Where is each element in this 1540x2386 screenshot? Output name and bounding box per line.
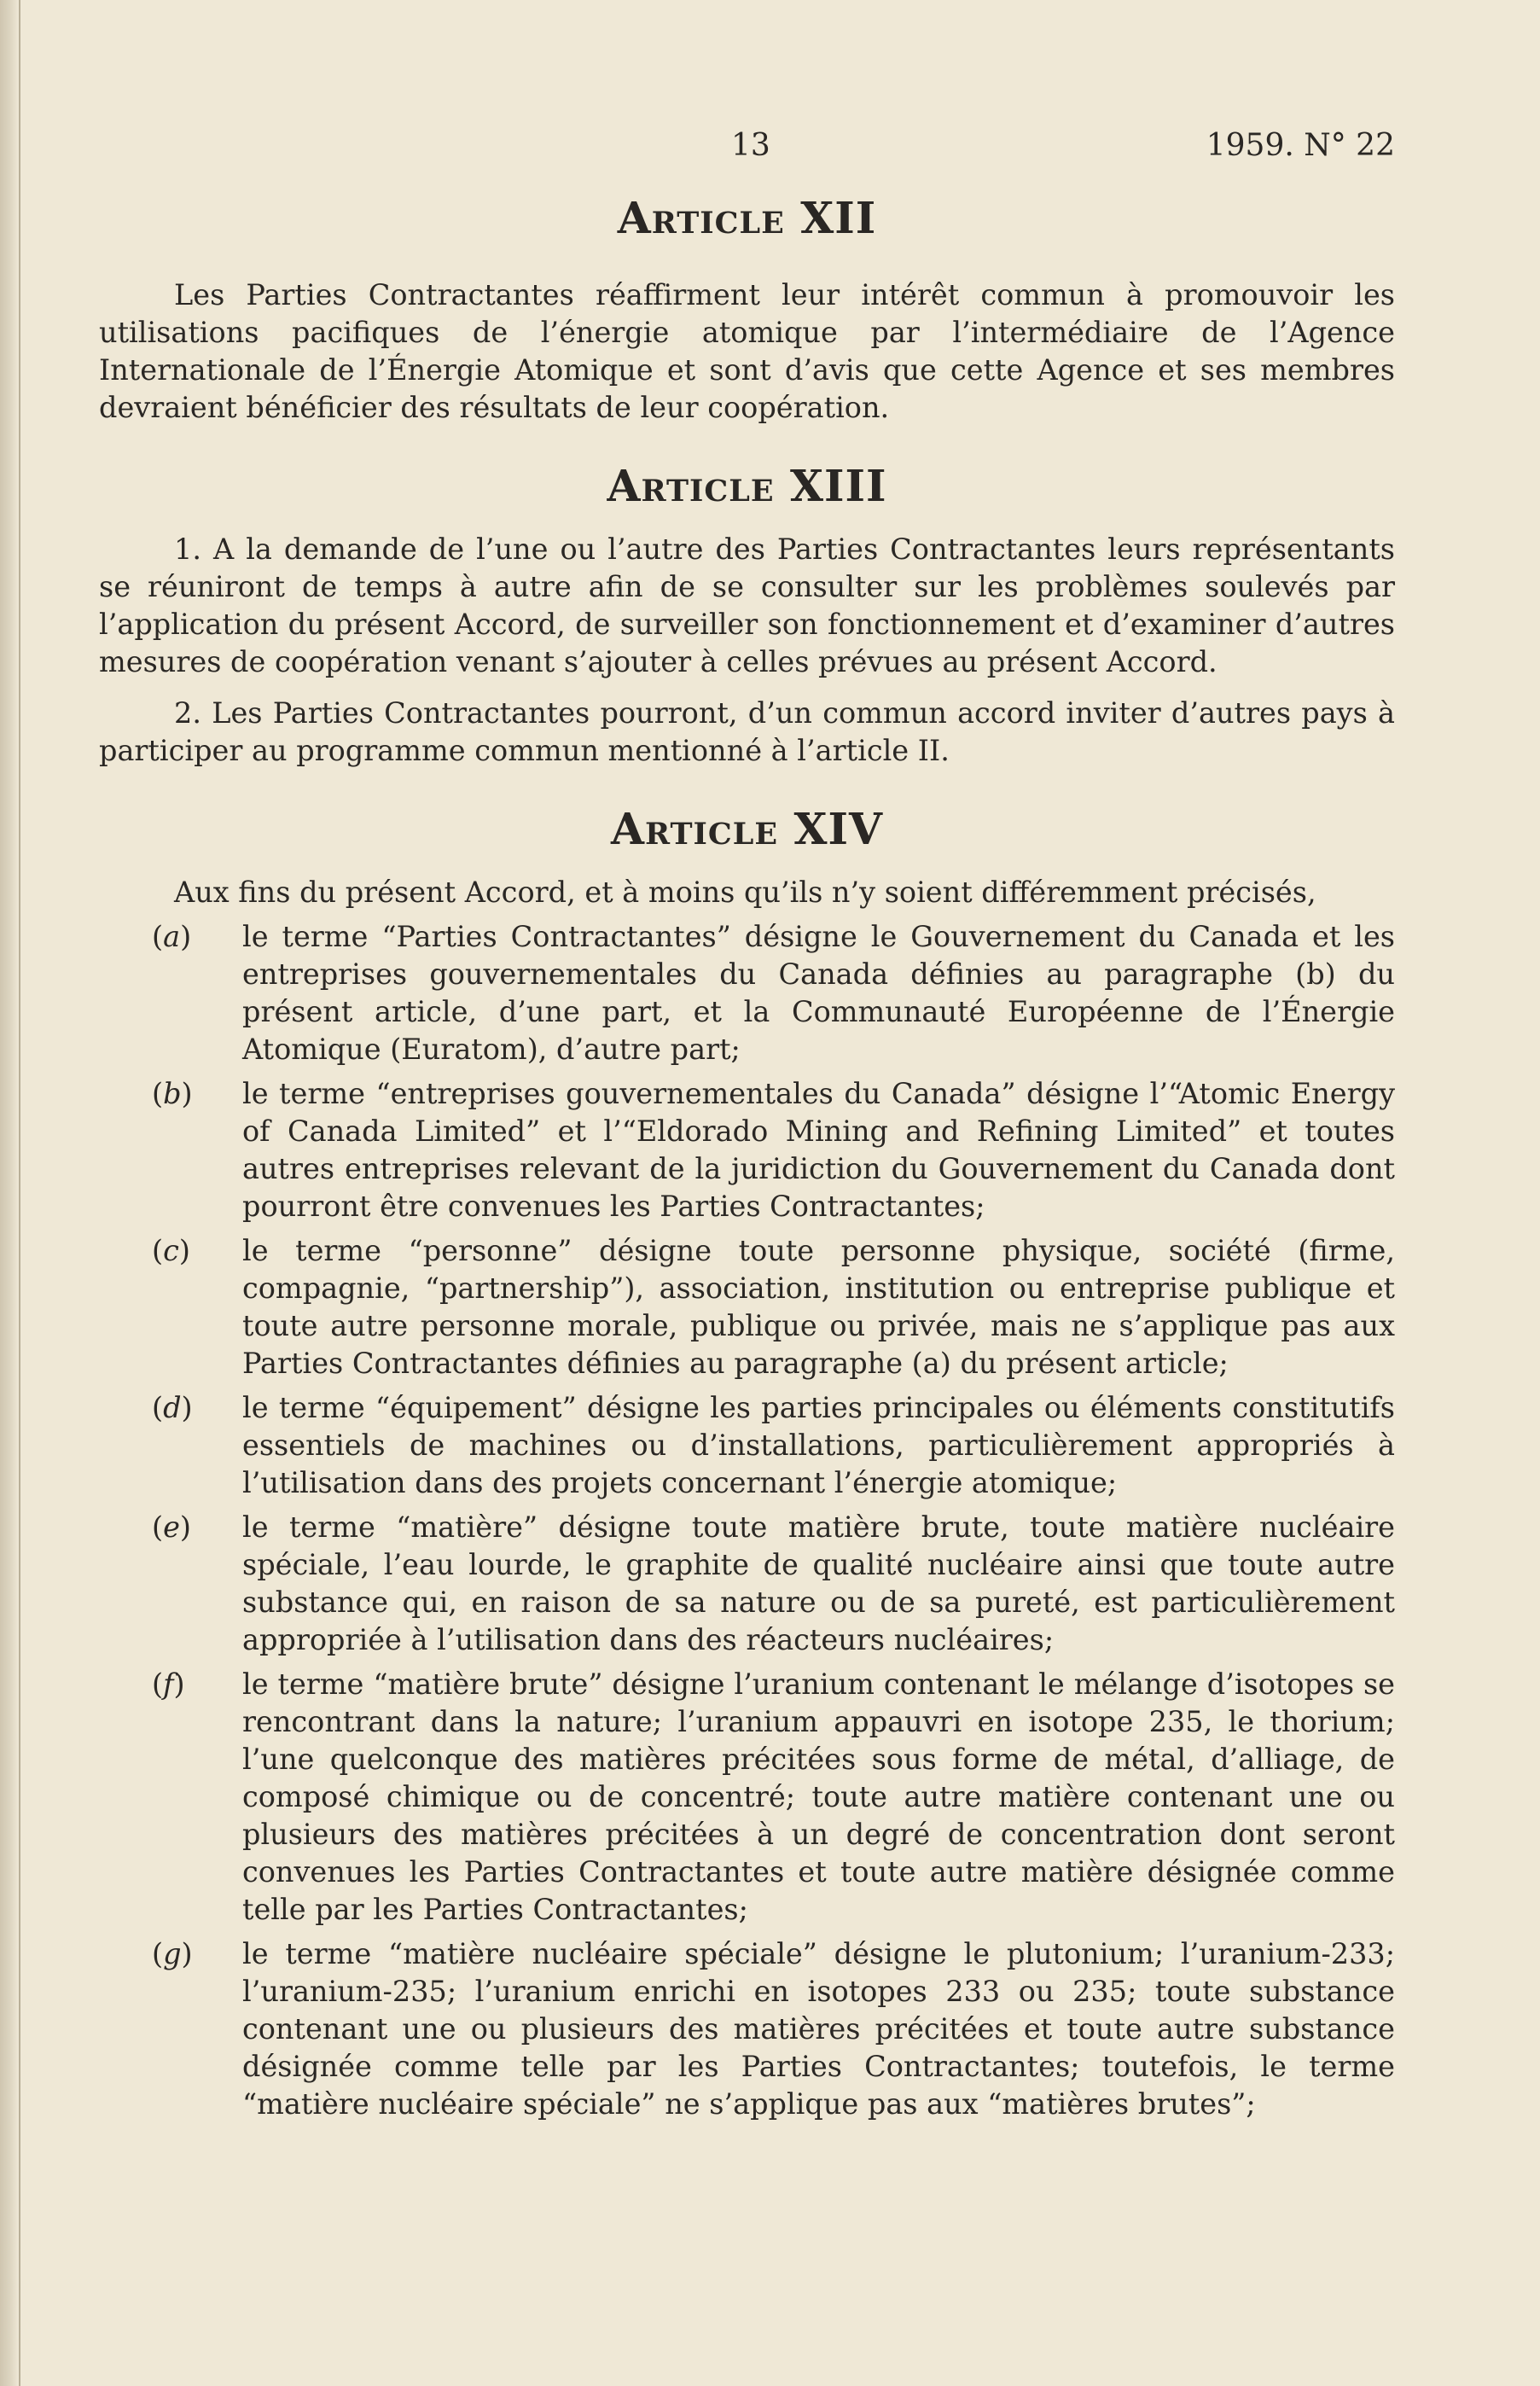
definition-label: (e) (152, 1510, 191, 1544)
definition-item (99, 1075, 1395, 1225)
article-paragraph: Les Parties Contractantes réaffirment leur intérêt commun à promouvoir les utilisations pacifiques de l’énergie atomique par l’intermédiaire de l’Agence Internationale de l’Énergie Atomique et sont d’avis que cette Agence et ses membres devraient bénéficier des résultats de leur coopération. (99, 278, 1395, 424)
article-xiv (99, 804, 1395, 2123)
article-heading: Article XIV (611, 804, 883, 854)
article-heading: Article XII (617, 193, 877, 243)
definition-text: le terme “matière” désigne toute matière brute, toute matière nucléaire spéciale, l’eau lourde, le graphite de qualité nucléaire ainsi que toute autre substance qui, en raison de sa nature ou de sa pureté, est particulièrement appropriée à l’utilisation dans des réacteurs nucléaires; (242, 1510, 1395, 1656)
definitions-list (99, 918, 1395, 2123)
page-number: 13 (731, 128, 770, 163)
definition-text: le terme “personne” désigne toute personne physique, société (firme, compagnie, “partnership”), association, institution ou entreprise publique et toute autre personne morale, publique ou privée, mais ne s’applique pas aux Parties Contractantes définies au paragraphe (a) du présent article; (242, 1234, 1395, 1380)
definition-label: (a) (152, 920, 192, 953)
article-paragraph: 1. A la demande de l’une ou l’autre des Parties Contractantes leurs représentants se réuniront de temps à autre afin de se consulter sur les problèmes soulevés par l’application du présent Accord, de surveiller son fonctionnement et d’examiner d’autres mesures de coopération venant s’ajouter à celles prévues au présent Accord. (99, 532, 1395, 678)
document-body (99, 189, 1395, 2130)
definition-item (99, 1666, 1395, 1929)
definition-item (99, 1509, 1395, 1659)
definition-label: (c) (152, 1234, 190, 1267)
article-xii (99, 193, 1395, 427)
definition-text: le terme “matière brute” désigne l’uranium contenant le mélange d’isotopes se rencontrant dans la nature; l’uranium appauvri en isotope 235, le thorium; l’une quelconque des matières précitées sous forme de métal, d’alliage, de composé chimique ou de concentré; toute autre matière contenant une ou plusieurs des matières précitées à un degré de concentration dont seront convenues les Parties Contractantes et toute autre matière désignée comme telle par les Parties Contractantes; (242, 1667, 1395, 1926)
definition-item (99, 1389, 1395, 1502)
definition-label: (b) (152, 1077, 193, 1110)
definition-text: le terme “Parties Contractantes” désigne le Gouvernement du Canada et les entreprises gouvernementales du Canada définies au paragraphe (b) du présent article, d’une part, et la Communauté Européenne de l’Énergie Atomique (Euratom), d’autre part; (242, 920, 1395, 1066)
definition-label: (f) (152, 1667, 185, 1701)
definition-item (99, 1232, 1395, 1382)
page-binding-line (19, 0, 20, 2386)
definition-item (99, 918, 1395, 1068)
definition-label: (d) (152, 1391, 193, 1424)
definitions-intro: Aux fins du présent Accord, et à moins qu’ils n’y soient différemment précisés, (174, 876, 1316, 909)
article-xiii (99, 461, 1395, 770)
document-reference: 1959. N° 22 (1206, 128, 1395, 163)
definition-text: le terme “matière nucléaire spéciale” désigne le plutonium; l’uranium-233; l’uranium-235; l’uranium enrichi en isotopes 233 ou 235; toute substance contenant une ou plusieurs des matières précitées et toute autre substance désignée comme telle par les Parties Contractantes; toutefois, le terme “matière nucléaire spéciale” ne s’applique pas aux “matières brutes”; (242, 1937, 1395, 2121)
definition-label: (g) (152, 1937, 193, 1970)
article-heading: Article XIII (607, 461, 887, 511)
definition-text: le terme “entreprises gouvernementales du Canada” désigne l’“Atomic Energy of Canada Limited” et l’“Eldorado Mining and Refining Limited” et toutes autres entreprises relevant de la juridiction du Gouvernement du Canada dont pourront être convenues les Parties Contractantes; (242, 1077, 1395, 1223)
definition-text: le terme “équipement” désigne les parties principales ou éléments constitutifs essentiels de machines ou d’installations, particulièrement appropriés à l’utilisation dans des projets concernant l’énergie atomique; (242, 1391, 1395, 1499)
article-paragraph: 2. Les Parties Contractantes pourront, d’un commun accord inviter d’autres pays à participer au programme commun mentionné à l’article II. (99, 696, 1395, 767)
page-binding-edge (0, 0, 19, 2386)
definition-item (99, 1935, 1395, 2123)
page-header (0, 128, 1540, 171)
